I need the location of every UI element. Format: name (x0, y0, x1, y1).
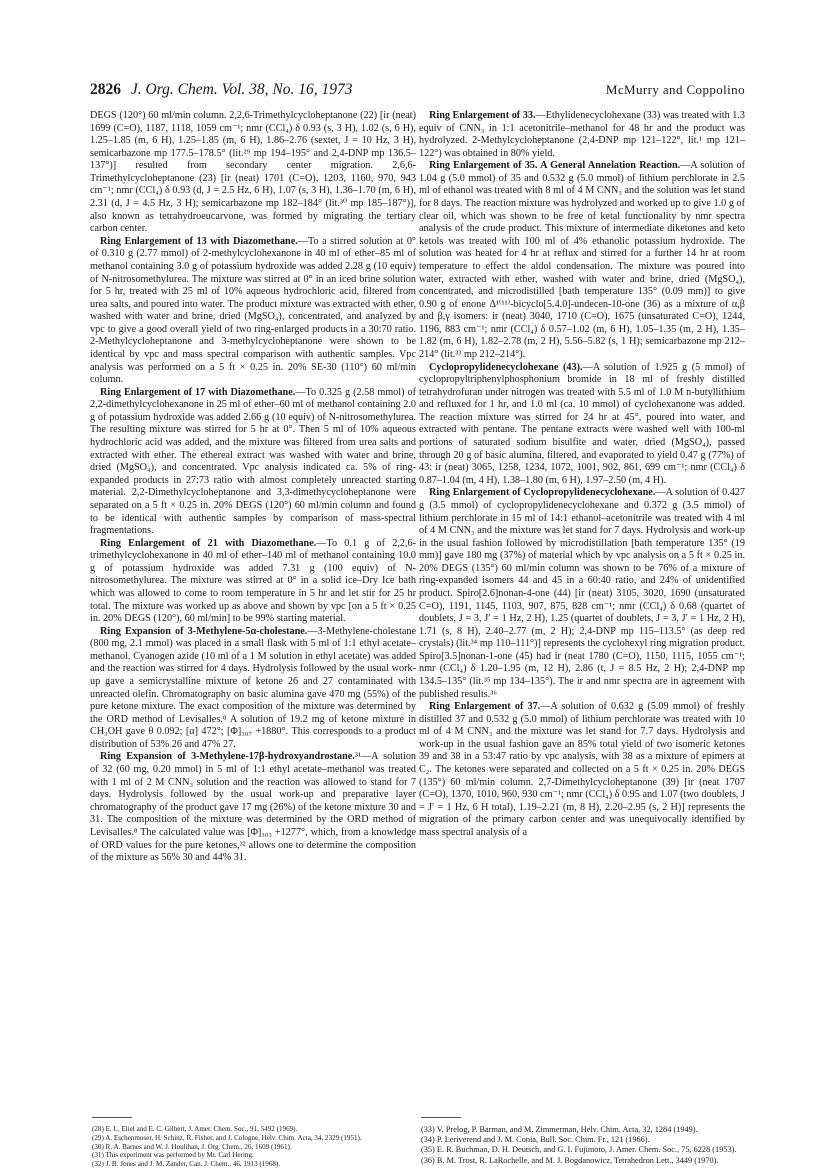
footnote: (36) B. M. Trost, R. LaRochelle, and M. J. Bogdanowicz, Tetrahedron Lett., 3449 (1970). (421, 1155, 719, 1165)
paragraph (419, 701, 745, 839)
paragraph (90, 387, 416, 538)
footnote: (35) E. R. Buchman, D. H. Deutsch, and G. I. Fujimoto, J. Amer. Chem. Soc., 75, 6228 (1953). (421, 1145, 737, 1155)
running-header (90, 81, 745, 101)
paragraph-text: ³¹—A solution of 32 (60 mg, 0.20 mmol) in 5 ml of 1:1 ethyl acetate–methanol was treated with 1 ml of 2 M CNN₃ solution and the reaction was allowed to stand for 7 days. Hydrolysis followed by the usual work-up and preparative layer chromatography of the product gave 17 mg (26%) of the ketone mixture 30 and 31. The composition of the mixture was determined by the ORD method of Levisalles.⁸ The calculated value was [Φ]₃₀₃ +1277°, which, from a knowledge of ORD values for the pure ketones,³² allows one to determine the composition of the mixture as 56% 30 and 44% 31. (90, 751, 417, 864)
paragraph (419, 110, 745, 160)
paragraph-text: —3-Methylene-cholestane (800 mg, 2.1 mmol) was placed in a small flask with 5 ml of 1:1 ethyl acetate–methanol. Cyanogen azide (10 ml of a 1 M solution in ethyl acetate) was added and the reaction was stirred for 4 days. Hydrolysis followed by the usual work-up gave a semicrystalline mixture of ketone 26 and 27 contaminated with unreacted olefin. Chromatography on basic alumina gave 470 mg (55%) of the pure ketone mixture. The exact composition of the mixture was determined by the ORD method of Levisalles.⁸ A solution of 19.2 mg of ketone mixture in CH₃OH gave θ 0.092; [α] 472°; [Φ]₃₀₇ +1880°. This corresponds to a product distribution of 53% 26 and 47% 27. (90, 625, 416, 750)
footnote: (28) E. L. Eliel and E. C. Gilbert, J. Amer. Chem. Soc., 91, 5492 (1969). (92, 1125, 298, 1133)
footnote: (31) This experiment was performed by Mr. Carl Hering. (92, 1151, 254, 1160)
paragraph-text: —A solution of 1.925 g (5 mmol) of cyclopropyltriphenylphosphonium bromide in 18 ml of freshly distilled tetrahydrofuran under nitrogen was treated with 5.5 ml of 1.0 M n-butyllithium and refluxed for 1 hr, and 1.0 ml (ca. 10 mmol) of cyclohexanone was added. The reaction mixture was stirred for 24 hr at 45°, poured into water, and extracted with pentane. The pentane extracts were washed well with 100-ml portions of saturated sodium bisulfite and water, dried (MgSO₄), passed through 20 g of basic alumina, filtered, and evaporated to yield 0.47 g (77%) of 43: ir (neat) 3065, 1258, 1234, 1072, 1001, 902, 861, 699 cm⁻¹; nmr (CCl₄) δ 0.87–1.04 (m, 4 H), 1.38–1.80 (m, 6 H), 1.97–2.50 (m, 4 H). (419, 361, 746, 486)
paragraph (419, 487, 745, 701)
paragraph (419, 362, 745, 488)
run-in-heading: Ring Enlargement of Cyclopropylidenecyclohexane. (429, 487, 656, 499)
run-in-heading: Ring Enlargement of 33. (429, 110, 536, 121)
header-left (90, 81, 352, 99)
footnotes-left (92, 1125, 410, 1169)
right-text-column (419, 110, 745, 840)
footnote: (32) J. B. Jones and J. M. Zander, Can. J. Chem., 46, 1913 (1968). (92, 1160, 281, 1169)
paragraph (90, 751, 416, 864)
run-in-heading: Ring Expansion of 3-Methylene-17β-hydroxyandrostane. (100, 751, 355, 763)
paragraph (90, 110, 416, 236)
footnote-rule-left (92, 1117, 132, 1118)
running-authors: McMurry and Coppolino (605, 82, 745, 97)
run-in-heading: Ring Enlargement of 13 with Diazomethane. (100, 235, 298, 247)
footnotes-right (421, 1125, 739, 1166)
paragraph-text: —Ethylidenecyclohexane (33) was treated with 1.3 equiv of CNN₃ in 1:1 acetonitrile–methanol for 48 hr and the product was hydrolyzed. 2-Methylcycloheptanone (2,4-DNP mp 121–122°, lit.¹ mp 121–122°) was obtained in 80% yield. (419, 110, 745, 159)
paragraph (90, 538, 416, 626)
paragraph-text: —A solution of 1.04 g (5.0 mmol) of 35 and 0.532 g (5.0 mmol) of lithium perchlorate in 2.5 ml of ethanol was treated with 8 ml of 4 M CNN₃ and the solution was let stand for 8 days. The reaction mixture was hydrolyzed and worked up to give 1.0 g of clear oil, which was shown to be free of ketal functionality by nmr spectra analysis of the crude product. This mixture of intermediate diketones and keto ketols was treated with 100 ml of 4% ethanolic potassium hydroxide. The solution was heated for 4 hr at reflux and stirred for a further 14 hr at room temperature to effect the aldol condensation. The mixture was poured into water, extracted with ether, washed with water and brine, dried (MgSO₄), concentrated, and microdistilled [bath temperature 135° (0.09 mm)] to give 0.90 g of enone Δ¹⁽¹¹⁾-bicyclo[5.4.0]-undecen-10-one (36) as a mixture of α,β and β,γ isomers: ir (neat) 3040, 1710 (C=O), 1675 (unsaturated C=O), 1244, 1196, 883 cm⁻¹; nmr (CCl₄) δ 0.57–1.02 (m, 6 H), 1.05–1.35 (m, 2 H), 1.35–1.82 (m, 6 H), 1.82–2.78 (m, 2 H), 5.56–5.82 (s, 1 H); semicarbazone mp 212–214° (lit.³³ mp 212–214°). (419, 160, 745, 360)
paragraph-text: —To 0.1 g of 2,2,6-trimethylcyclohexanone in 40 ml of ether–140 ml of methanol containing 10.0 g of potassium hydroxide was added 7.31 g (100 equiv) of N-nitrosomethylurea. The mixture was stirred at 0° in a solid ice–Dry Ice bath which was allowed to come to room temperature in 5 hr and let stir for 25 hr total. The mixture was worked up as above and shown by vpc [on a 5 ft × 0.25 in. 20% DEGS (120°), 60 ml/min] to be 99% starting material. (90, 537, 417, 625)
left-text-column (90, 110, 416, 865)
paragraph-text: —To 0.325 g (2.58 mmol) of 2,2-dimethylcyclohexanone in 25 ml of ether–60 ml of methanol containing 2.0 g of potassium hydroxide was added 2.66 g (10 equiv) of N-nitrosomethylurea. The resulting mixture was stirred for 5 hr at 0°. Then 5 ml of 10% aqueous hydrochloric acid was added, and the mixture was filtered from urea salts and extracted with ether. The ethereal extract was washed with water and brine, dried (MgSO₄), and concentrated. Vpc analysis indicated ca. 5% of ring-expanded products in 27:73 ratio with almost completely unreacted starting material. 2,2-Dimethylcycloheptanone and 3,3-dimethycycloheptanone were separated on a 5 ft × 0.25 in. 20% DEGS (120°) 60 ml/min column and found to be identical with authentic samples by comparison of mass-spectral fragmentations. (90, 386, 416, 537)
run-in-heading: Ring Expansion of 3-Methylene-5α-cholestane. (100, 625, 308, 637)
page-number: 2826 (90, 81, 121, 98)
run-in-heading: Ring Enlargement of 35. A General Annelation Reaction. (429, 160, 681, 172)
footnote: (33) V. Prelog, P. Barman, and M. Zimmerman, Helv. Chim. Acta, 32, 1284 (1949). (421, 1125, 698, 1134)
run-in-heading: Ring Enlargement of 21 with Diazomethane. (100, 537, 317, 549)
run-in-heading: Ring Enlargement of 37. (429, 701, 541, 713)
paragraph-text: —A solution of 0.632 g (5.09 mmol) of freshly distilled 37 and 0.532 g (5.0 mmol) of lithium perchlorate was treated with 10 ml of 4 M CNN₃ and the mixture was let stand for 7.7 days. Hydrolysis and work-up in the usual fashion gave an 85% total yield of two isomeric ketones 39 and 38 in a 53:47 ratio by vpc analysis, with 38 as a mixture of epimers at C₂. The ketones were separated and collected on a 5 ft × 0.25 in. 20% DEGS (135°) 60 ml/min column. 2,7-Dimethylcycloheptanone (39) [ir (neat 1707 (C=O), 1370, 1010, 960, 930 cm⁻¹; nmr (CCl₄) δ 0.95 and 1.07 (two doublets, J = J′ = 1 Hz, 6 H total), 1.19–2.21 (m, 8 H), 2.20–2.95 (s, 2 H)] represents the migration of the primary carbon center and was unequivocally identified by mass spectral analysis of a (419, 701, 745, 838)
run-in-heading: Ring Enlargement of 17 with Diazomethane. (100, 386, 296, 398)
paragraph-text: —To a stirred solution at 0° of 0.310 g (2.77 mmol) of 2-methylcyclohexanone in 40 ml of ether–85 ml of methanol containing 3.0 g of potassium hydroxide was added 2.28 g (10 equiv) of N-nitrosomethylurea. The mixture was stirred at 0° in an iced brine solution for 5 hr, treated with 25 ml of 10% aqueous hydrochloric acid, filtered from urea salts, and poured into water. The product mixture was extracted with ether, washed with water and brine, dried (MgSO₄), concentrated, and analyzed by vpc to give a good overall yield of two ring-enlarged products in a 30:70 ratio. 2-Methylcycloheptanone and 3-methylcycloheptanone were shown to be identical by vpc and mass spectral comparison with authentic samples. Vpc analysis was performed on a 5 ft × 0.25 in. 20% SE-30 (110°) 60 ml/min column. (90, 235, 416, 386)
footnote-rule-right (421, 1117, 461, 1118)
paragraph (419, 160, 745, 361)
paragraph (90, 236, 416, 387)
paragraph-text: —A solution of 0.427 g (3.5 mmol) of cyclopropylidenecyclohexane and 0.372 g (3.5 mmol) of lithium perchlorate in 15 ml of 14:1 ethanol–acetonitrile was treated with 4 ml of 4 M CNN₃ and the mixture was let stand for 7 days. Hydrolysis and work-up in the usual fashion followed by microdistillation [bath temperature 135° (19 mm)] gave 180 mg (37%) of material which by vpc analysis on a 5 ft × 0.25 in. 20% DEGS (135°) 60 ml/min column was shown to be 76% of a mixture of ring-expanded isomers 44 and 45 in a 60:40 ratio, and 24% of unidentified product. Spiro[2.6]nonan-4-one (44) [ir (neat) 3105, 3020, 1690 (unsaturated C=O), 1191, 1145, 1103, 907, 875, 828 cm⁻¹; nmr (CCl₄) δ 0.68 (quartet of doublets, J = 3, J′ = 1 Hz, 2 H), 1.25 (quartet of doublets, J = 3, J′ = 1 Hz, 2 H), 1.71 (s, 8 H), 2.40–2.77 (m, 2 H); 2,4-DNP mp 115–113.5° (as deep red crystals) (lit.³⁴ mp 110–111°)] represents the cyclohexyl ring migration product. Spiro[3.5]nonan-1-one (45) had ir (neat 1780 (C=O), 1150, 1115, 1055 cm⁻¹; nmr (CCl₄) δ 1.20–1.95 (m, 12 H), 2.86 (t, J = 8.5 Hz, 2 H); 2,4-DNP mp 134.5–135° (lit.³⁵ mp 134–135°). The ir and nmr spectra are in agreement with published results.³⁶ (419, 487, 745, 700)
paragraph (90, 626, 416, 752)
footnote: (34) P. Leriverend and J. M. Conia, Bull. Soc. Chim. Fr., 121 (1966). (421, 1135, 650, 1145)
run-in-heading: Cyclopropylidenecyclohexane (43). (429, 361, 583, 373)
journal-citation: J. Org. Chem. Vol. 38, No. 16, 1973 (130, 81, 353, 98)
paragraph-text: DEGS (120°) 60 ml/min column. 2,2,6-Trimethylcycloheptanone (22) [ir (neat) 1699 (C=O), 1187, 1118, 1059 cm⁻¹; nmr (CCl₄) δ 0.93 (s, 3 H), 1.02 (s, 6 H), 1.25–1.85 (m, 6 H), 1.25–1.85 (m, 6 H), 1.86–2.76 (sextet, J = 10 Hz, 3 H), semicarbazone mp 177.5–178.5° (lit.²⁹ mp 194–195° and 2,4-DNP mp 136.5–137°)] resulted from secondary center migration. 2,6,6-Trimethylcycloheptanone (23) [ir (neat) 1701 (C=O), 1203, 1160, 970, 943 cm⁻¹; nmr (CCl₄) δ 0.93 (d, J = 2.5 Hz, 6 H), 1.07 (s, 3 H), 1.36–1.70 (m, 6 H), 2.31 (d, J = 4.5 Hz, 3 H); semicarbazone mp 182–184° (lit.³⁰ mp 185–187°)], also known as tetrahydroeucarvone, was formed by migrating the tertiary carbon center. (90, 110, 416, 235)
footnote: (29) A. Eschenmoser, H. Schinz, R. Fisher, and J. Cologne, Helv. Chim. Acta, 34, 2329 (1951). (92, 1133, 362, 1142)
footnote: (30) R. A. Barnes and W. J. Houlihan, J. Org. Chem., 26, 1609 (1961). (92, 1142, 292, 1151)
